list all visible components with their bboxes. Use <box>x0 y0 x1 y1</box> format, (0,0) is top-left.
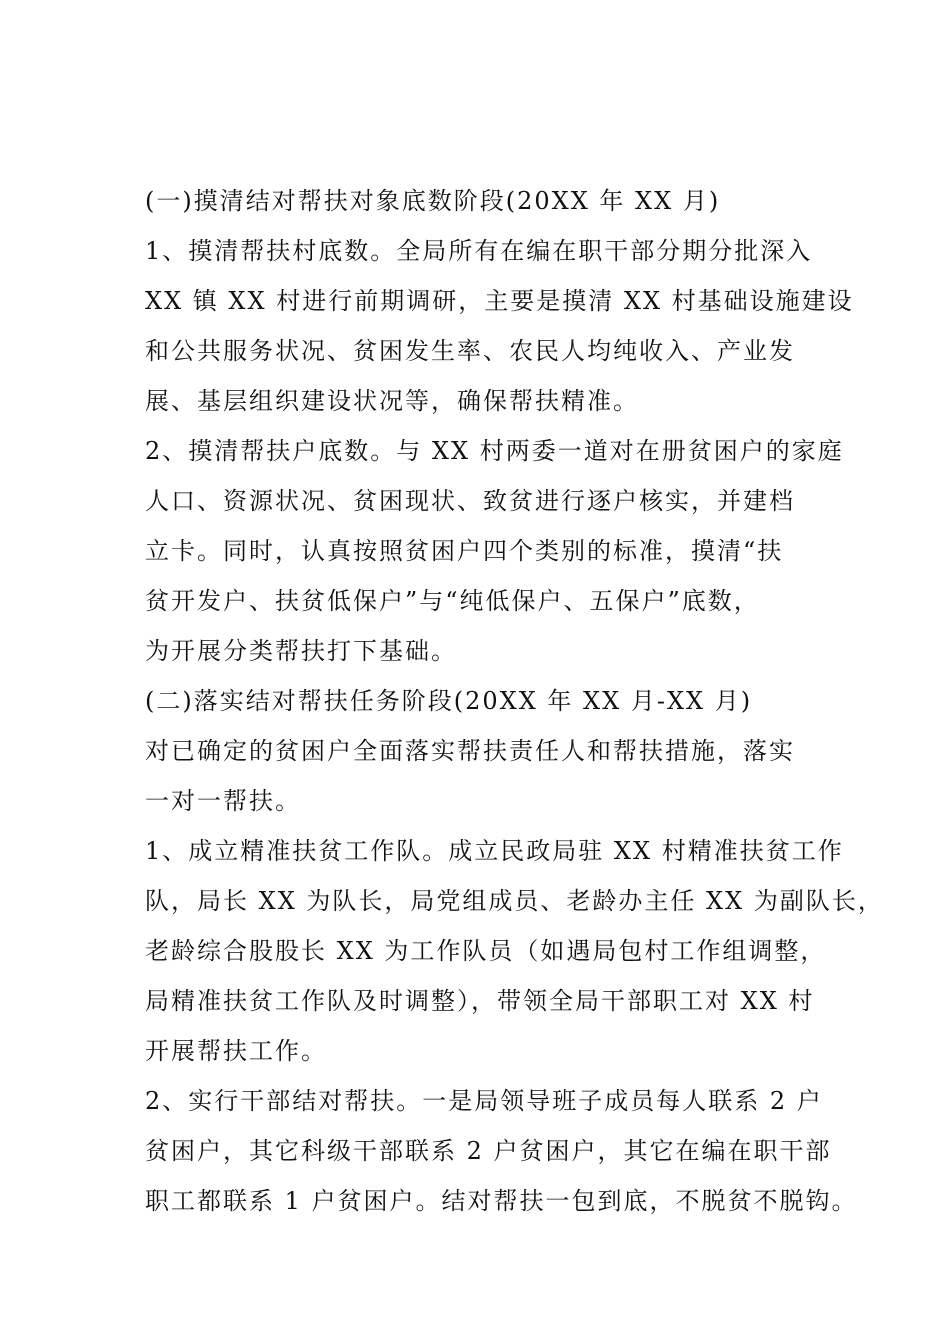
paragraph-line: 2、摸清帮扶户底数。与 XX 村两委一道对在册贫困户的家庭 <box>145 437 844 465</box>
paragraph-line: 职工都联系 1 户贫困户。结对帮扶一包到底，不脱贫不脱钩。 <box>145 1187 858 1215</box>
paragraph-line: 立卡。同时，认真按照贫困户四个类别的标准，摸清“扶 <box>145 537 784 565</box>
paragraph-line: 队，局长 XX 为队长，局党组成员、老龄办主任 XX 为副队长， <box>145 887 884 915</box>
paragraph-line: 人口、资源状况、贫困现状、致贫进行逐户核实，并建档 <box>145 487 795 515</box>
paragraph-line: 为开展分类帮扶打下基础。 <box>145 637 457 665</box>
paragraph-line: 开展帮扶工作。 <box>145 1037 327 1065</box>
paragraph-line: 贫困户，其它科级干部联系 2 户贫困户，其它在编在职干部 <box>145 1137 832 1165</box>
paragraph-line: 一对一帮扶。 <box>145 787 301 815</box>
paragraph-line: 2、实行干部结对帮扶。一是局领导班子成员每人联系 2 户 <box>145 1087 823 1115</box>
paragraph-line: 1、成立精准扶贫工作队。成立民政局驻 XX 村精准扶贫工作 <box>145 837 844 865</box>
paragraph-line: 对已确定的贫困户全面落实帮扶责任人和帮扶措施，落实 <box>145 737 795 765</box>
paragraph-line: 老龄综合股股长 XX 为工作队员（如遇局包村工作组调整， <box>145 937 827 965</box>
paragraph-line: 展、基层组织建设状况等，确保帮扶精准。 <box>145 387 639 415</box>
paragraph-line: 局精准扶贫工作队及时调整），带领全局干部职工对 XX 村 <box>145 987 815 1015</box>
section-heading-2: (二)落实结对帮扶任务阶段(20XX 年 XX 月-XX 月) <box>145 687 753 715</box>
paragraph-line: 和公共服务状况、贫困发生率、农民人均纯收入、产业发 <box>145 337 795 365</box>
paragraph-line: 1、摸清帮扶村底数。全局所有在编在职干部分期分批深入 <box>145 237 813 265</box>
section-heading-1: (一)摸清结对帮扶对象底数阶段(20XX 年 XX 月) <box>145 187 721 215</box>
paragraph-line: 贫开发户、扶贫低保户”与“纯低保户、五保户”底数， <box>145 587 760 615</box>
paragraph-line: XX 镇 XX 村进行前期调研，主要是摸清 XX 村基础设施建设 <box>145 287 854 315</box>
